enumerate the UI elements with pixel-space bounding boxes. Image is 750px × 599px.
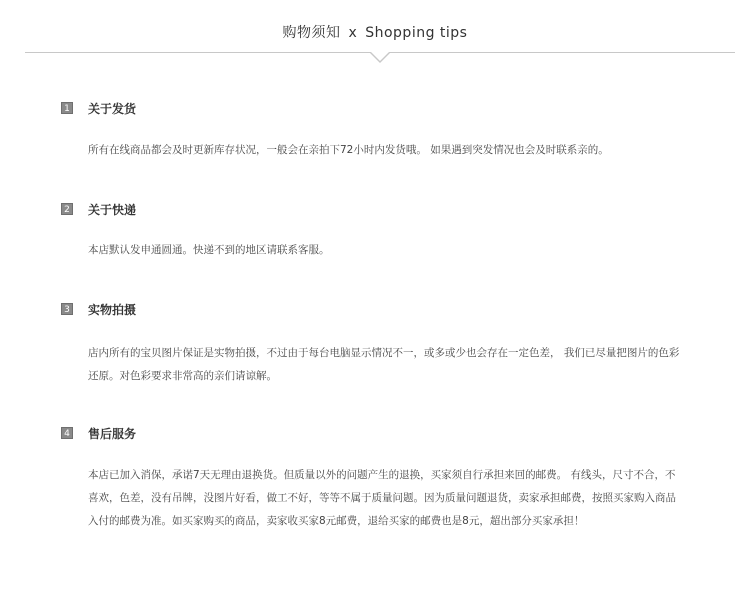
section-title: 关于发货 xyxy=(88,101,137,116)
section-number-badge: 2 xyxy=(61,203,73,215)
section-body: 店内所有的宝贝图片保证是实物拍摄，不过由于每台电脑显示情况不一，或多或少也会存在一定色差， 我们已尽量把图片的色彩还原。对色彩要求非常高的亲们请谅解。 xyxy=(88,347,680,382)
header-notch-icon xyxy=(369,52,391,63)
page-title-separator: x xyxy=(348,25,358,41)
section-heading xyxy=(61,426,691,440)
section-title: 实物拍摄 xyxy=(88,302,137,317)
section-number-badge: 4 xyxy=(61,427,73,439)
section-courier xyxy=(61,202,691,262)
section-heading xyxy=(61,101,691,115)
section-after-sales xyxy=(61,426,691,533)
section-photos xyxy=(61,302,691,388)
page-title xyxy=(0,22,750,42)
section-heading xyxy=(61,202,691,216)
page-title-en: Shopping tips xyxy=(365,25,468,41)
section-shipping xyxy=(61,101,691,162)
section-title: 关于快递 xyxy=(88,202,137,217)
section-body: 本店默认发申通圆通。快递不到的地区请联系客服。 xyxy=(88,244,330,256)
section-number-badge: 1 xyxy=(61,102,73,114)
page-title-cn: 购物须知 xyxy=(282,25,341,41)
section-body: 所有在线商品都会及时更新库存状况，一般会在亲拍下72小时内发货哦。 如果遇到突发情况也会及时联系亲的。 xyxy=(88,144,609,156)
section-body: 本店已加入消保，承诺7天无理由退换货。但质量以外的问题产生的退换，买家须自行承担来回的邮费。 有线头，尺寸不合，不喜欢，色差，没有吊牌，没图片好看，做工不好，等等不属于质量问题。因为质量问题退货，卖家承担邮费，按照买家购入商品入付的邮费为准。如买家购买的商品，卖家收买家8元邮费，退给买家的邮费也是8元，超出部分买家承担！ xyxy=(88,469,676,527)
section-number-badge: 3 xyxy=(61,303,73,315)
section-title: 售后服务 xyxy=(88,426,137,441)
section-heading xyxy=(61,302,691,316)
